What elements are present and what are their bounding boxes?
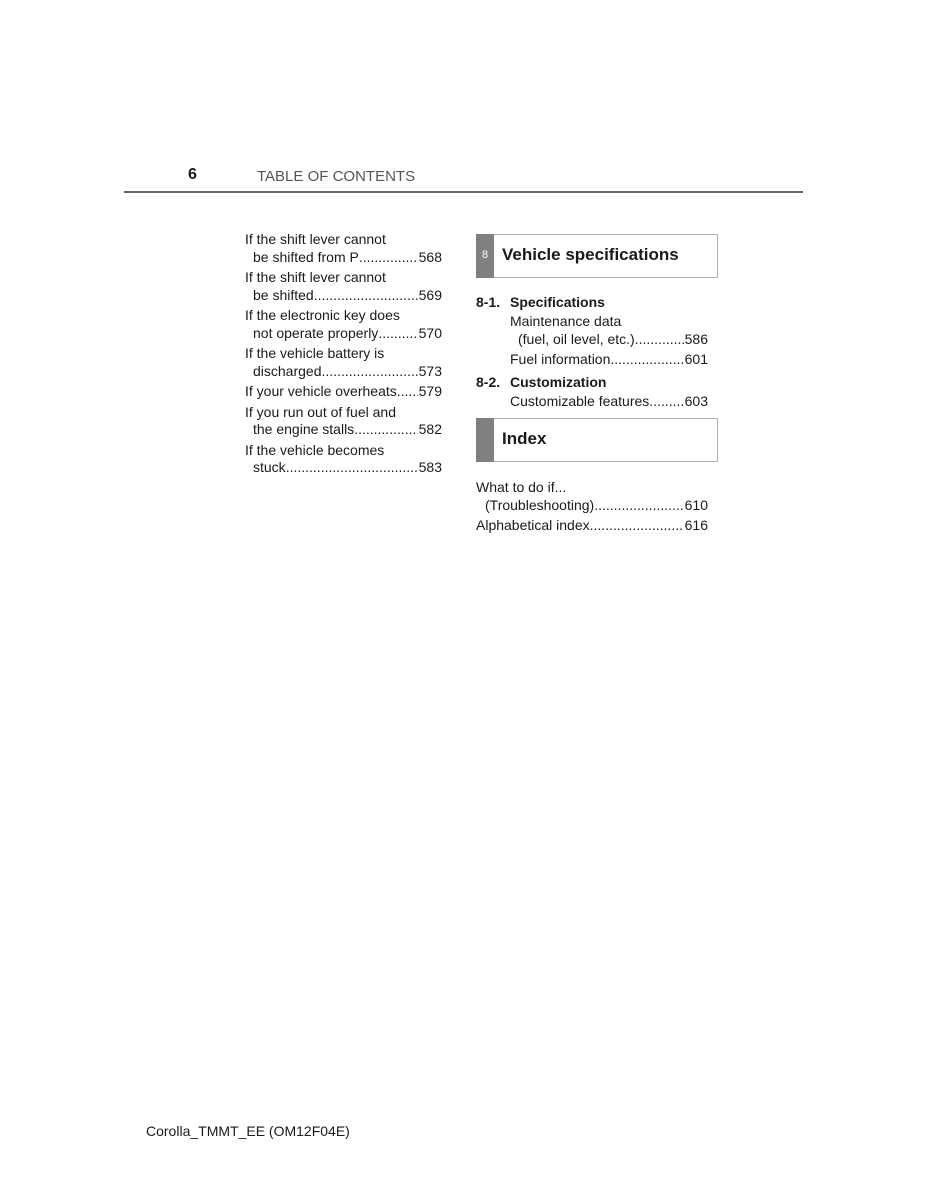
index-title: Index: [502, 429, 547, 448]
toc-entry-line1: Fuel information: [510, 351, 611, 367]
toc-entry[interactable]: [245, 345, 442, 380]
toc-page-number: 586: [684, 330, 708, 347]
toc-entry-line2: the engine stalls: [253, 421, 355, 437]
leader-dots: [322, 363, 418, 381]
leader-dots: [649, 393, 683, 411]
toc-entry-line2: (fuel, oil level, etc.): [518, 330, 635, 347]
footer-document-id: Corolla_TMMT_EE (OM12F04E): [146, 1123, 350, 1139]
right-toc-column: [476, 234, 718, 535]
toc-entry-line1: If the shift lever cannot: [245, 269, 386, 285]
toc-entry[interactable]: [245, 269, 442, 304]
toc-page-number: 616: [684, 517, 708, 533]
leader-dots: [354, 421, 417, 439]
toc-entry[interactable]: [245, 231, 442, 266]
chapter-number: 8-2.: [476, 373, 501, 390]
page-header-title: TABLE OF CONTENTS: [257, 168, 416, 185]
toc-entry-line1: What to do if...: [476, 479, 567, 495]
toc-entry-line1: Customizable features: [510, 392, 650, 409]
chapter-heading[interactable]: [476, 294, 718, 311]
toc-entry[interactable]: [510, 393, 708, 411]
left-toc-column: [245, 231, 442, 480]
chapter-title: Customization: [510, 373, 607, 390]
toc-page-number: 582: [418, 421, 442, 437]
leader-dots: [594, 497, 683, 515]
toc-page-number: 570: [418, 324, 442, 341]
leader-dots: [378, 325, 417, 343]
toc-entry-line2: not operate properly: [253, 324, 379, 341]
header-rule: [124, 191, 803, 193]
index-tab: [476, 418, 494, 462]
toc-entry-line1: If your vehicle overheats: [245, 383, 397, 399]
leader-dots: [590, 517, 684, 535]
toc-entry-line1: If the vehicle becomes: [245, 441, 385, 458]
leader-dots: [314, 287, 418, 305]
toc-entry[interactable]: [476, 479, 708, 514]
toc-entry[interactable]: [245, 404, 442, 439]
toc-entry[interactable]: [245, 442, 442, 477]
toc-entry-line1: Alphabetical index: [476, 517, 590, 533]
chapter-title: Specifications: [510, 294, 605, 310]
leader-dots: [286, 459, 418, 477]
toc-entry-line1: If the electronic key does: [245, 307, 400, 323]
chapter-heading[interactable]: [476, 374, 718, 391]
toc-entry[interactable]: [476, 517, 708, 535]
toc-page-number: 573: [418, 362, 442, 379]
toc-entry[interactable]: [510, 313, 708, 348]
chapter-number: 8-1.: [476, 294, 501, 310]
toc-page-number: 568: [418, 248, 442, 265]
leader-dots: [635, 331, 684, 349]
toc-page-number: 583: [418, 459, 442, 475]
page-number: 6: [188, 166, 197, 183]
section-title: Vehicle specifications: [502, 245, 679, 264]
toc-entry[interactable]: [245, 307, 442, 342]
section-tab-number: 8: [476, 234, 494, 278]
toc-entry-line2: be shifted from P: [253, 248, 359, 265]
toc-page-number: 610: [684, 496, 708, 513]
toc-entry-line2: be shifted: [253, 286, 314, 303]
toc-page-number: 579: [418, 383, 442, 399]
toc-entry-line1: If you run out of fuel and: [245, 403, 396, 420]
toc-entry-line1: If the shift lever cannot: [245, 231, 386, 247]
toc-entry-line2: (Troubleshooting): [485, 496, 595, 513]
toc-entry[interactable]: [510, 351, 708, 369]
toc-entry-line2: stuck: [253, 459, 286, 475]
leader-dots: [610, 351, 683, 369]
toc-entry[interactable]: [245, 383, 442, 401]
toc-entry-line2: discharged: [253, 362, 322, 379]
toc-entry-line1: Maintenance data: [510, 313, 622, 329]
toc-page-number: 569: [418, 286, 442, 303]
leader-dots: [359, 249, 418, 267]
leader-dots: [397, 383, 418, 401]
toc-page-number: 603: [684, 392, 708, 409]
index-heading-box: [476, 418, 718, 462]
section-heading-box: [476, 234, 718, 278]
toc-page-number: 601: [684, 351, 708, 367]
toc-entry-line1: If the vehicle battery is: [245, 345, 385, 361]
